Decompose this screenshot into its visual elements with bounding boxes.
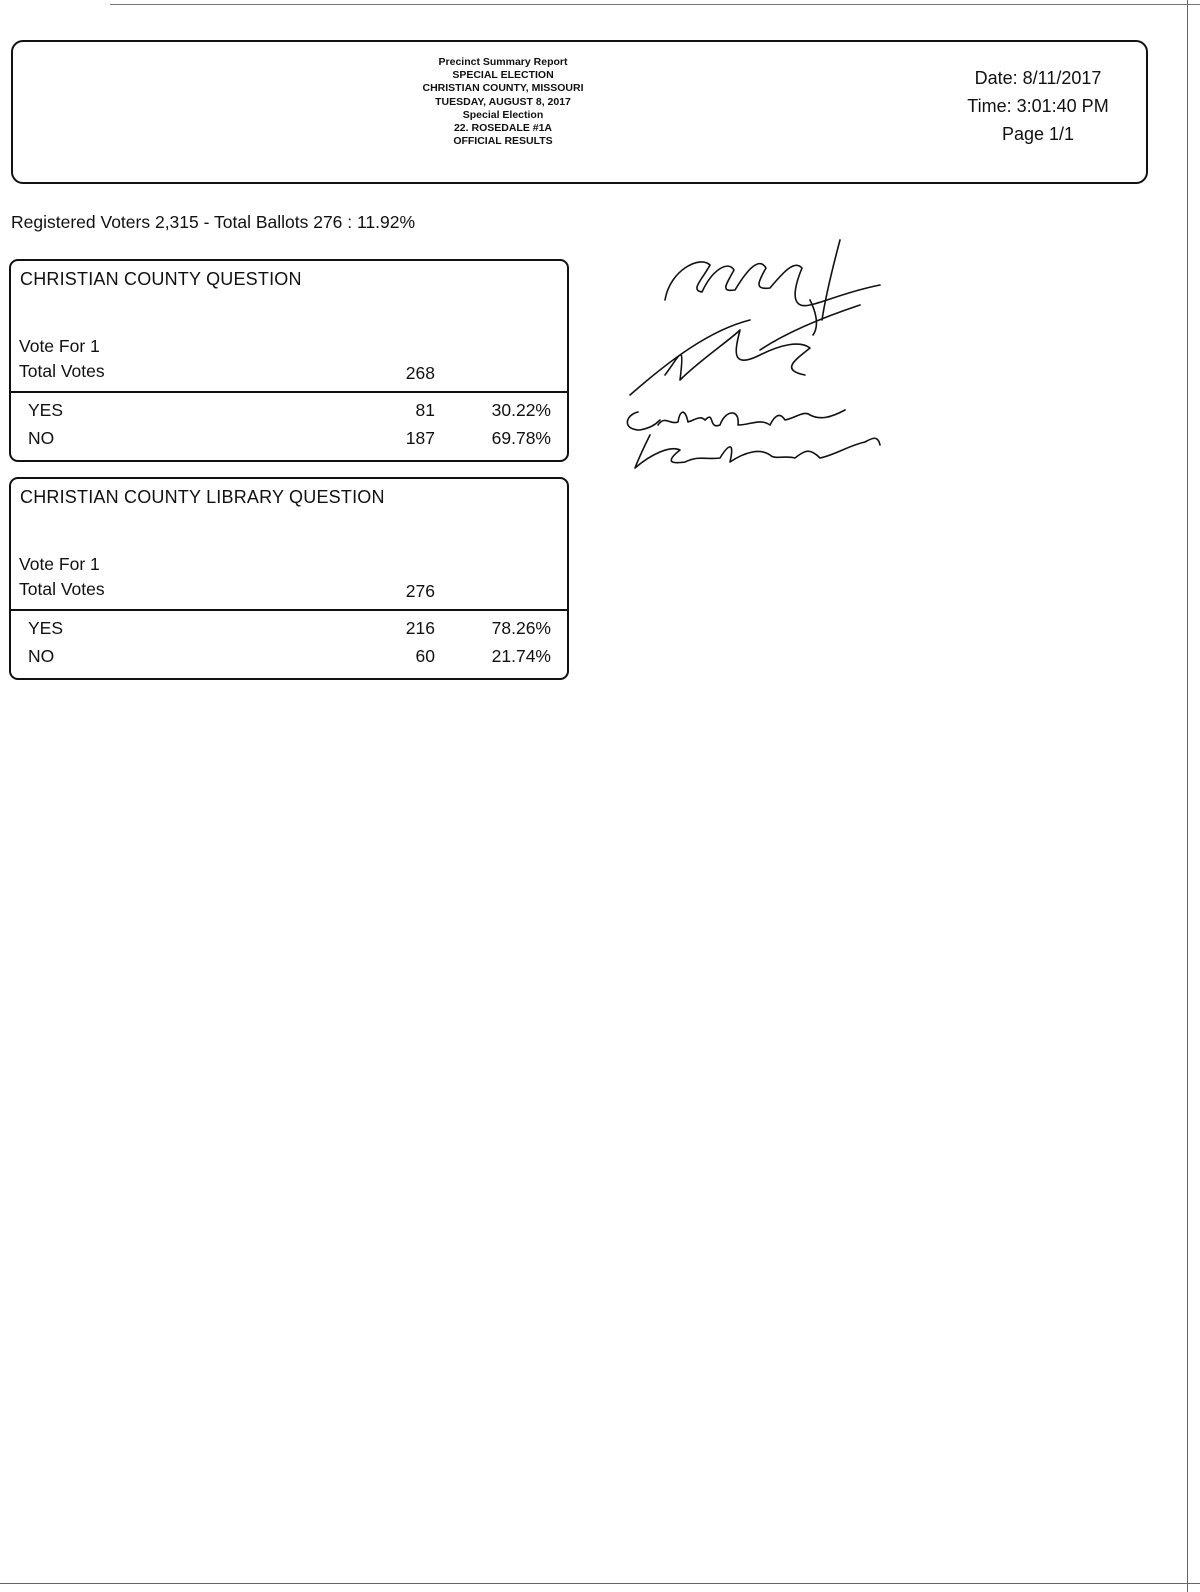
choice-votes: 60 (415, 646, 435, 666)
total-votes-label: Total Votes (19, 579, 105, 599)
signatures-drawing (610, 230, 900, 490)
contest-title: CHRISTIAN COUNTY QUESTION (20, 269, 302, 289)
choice-percent: 78.26% (491, 618, 551, 638)
vote-for-label: Vote For 1 (19, 336, 100, 356)
report-date: Date: 8/11/2017 (974, 68, 1102, 88)
contest-divider (11, 609, 567, 611)
turnout-summary: Registered Voters 2,315 - Total Ballots 276 : 11.92% (11, 212, 416, 232)
jurisdiction: CHRISTIAN COUNTY, MISSOURI (422, 82, 584, 95)
choice-name: NO (28, 646, 55, 666)
header-titles (343, 56, 663, 148)
results-status: OFFICIAL RESULTS (453, 135, 553, 148)
report-title: Precinct Summary Report (438, 56, 568, 68)
signature-3 (627, 410, 845, 430)
contest-divider (11, 391, 567, 393)
choice-votes: 216 (405, 618, 435, 638)
scan-edge-bottom (0, 1583, 1200, 1584)
choice-row (11, 618, 567, 644)
choice-votes: 81 (415, 400, 435, 420)
signature-block (610, 230, 900, 490)
choice-percent: 30.22% (491, 400, 551, 420)
election-date: TUESDAY, AUGUST 8, 2017 (435, 95, 571, 108)
report-time: Time: 3:01:40 PM (967, 96, 1109, 116)
page-number: Page 1/1 (1001, 124, 1075, 144)
report-header (11, 40, 1148, 184)
choice-percent: 21.74% (491, 646, 551, 666)
total-votes-value: 276 (405, 581, 435, 601)
scan-edge-top (110, 4, 1200, 5)
header-meta (938, 64, 1138, 148)
election-type: SPECIAL ELECTION (452, 69, 554, 82)
contest-box (9, 477, 569, 680)
election-name: Special Election (462, 108, 544, 121)
vote-for-label: Vote For 1 (19, 554, 100, 574)
signature-1 (665, 240, 880, 320)
choice-percent: 69.78% (491, 428, 551, 448)
choice-name: YES (28, 400, 64, 420)
choice-name: YES (28, 618, 64, 638)
choice-row (11, 400, 567, 426)
signature-2 (630, 300, 860, 395)
precinct-name: 22. ROSEDALE #1A (453, 122, 553, 135)
contest-box (9, 259, 569, 462)
signature-4 (635, 435, 880, 468)
choice-name: NO (28, 428, 55, 448)
contest-title: CHRISTIAN COUNTY LIBRARY QUESTION (20, 487, 385, 507)
choice-votes: 187 (405, 428, 435, 448)
scan-edge-right (1187, 0, 1188, 1592)
choice-row (11, 646, 567, 672)
total-votes-value: 268 (405, 363, 435, 383)
total-votes-label: Total Votes (19, 361, 105, 381)
choice-row (11, 428, 567, 454)
